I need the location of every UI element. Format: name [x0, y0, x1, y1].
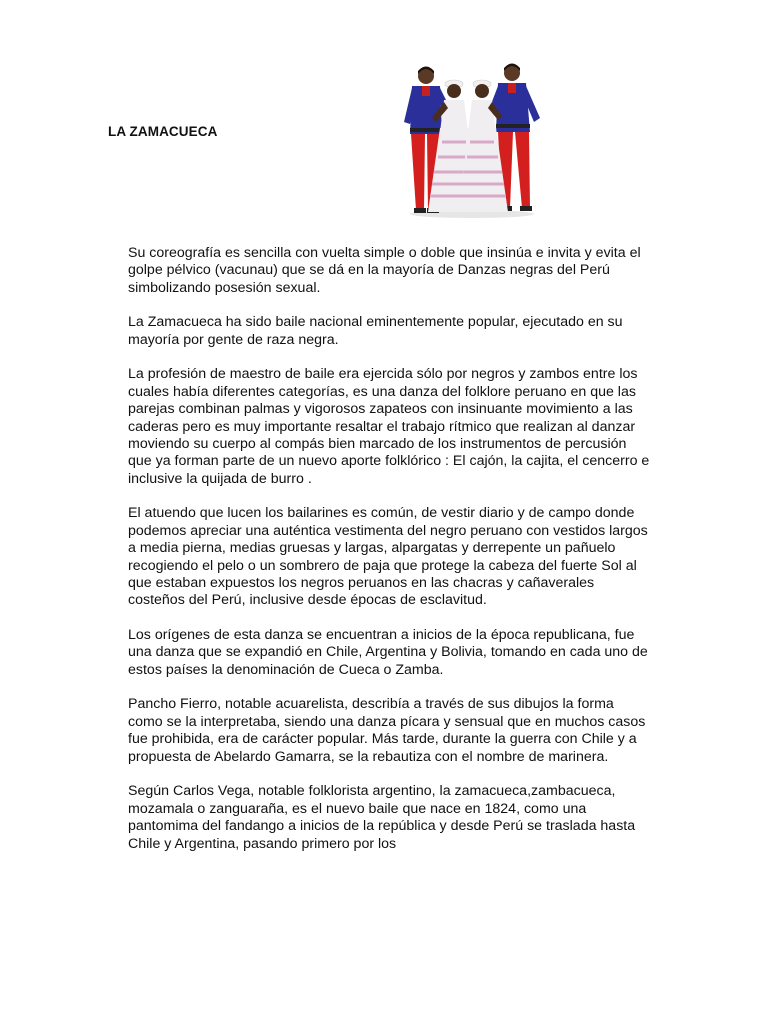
paragraph: Según Carlos Vega, notable folklorista argentino, la zamacueca,zambacueca, mozamala o zanguaraña, es el nuevo baile que nace en 1824, como una pantomima del fandango a inicios de la república y desde Perú se traslada hasta Chile y Argentina, pasando primero por los: [128, 783, 636, 852]
paragraph: La Zamacueca ha sido baile nacional eminentemente popular, ejecutado en su mayoría por gente de raza negra.: [128, 314, 623, 348]
paragraph: El atuendo que lucen los bailarines es común, de vestir diario y de campo donde podemos apreciar una auténtica vestimenta del negro peruano con vestidos largos a media pierna, medias gruesas y largas, alpargatas y derrepente un pañuelo recogiendo el pelo o un sombrero de paja que protege la cabeza del fuerte Sol al que estaban expuestos los negros peruanos en las chacras y cañaverales costeños del Perú, inclusive desde épocas de esclavitud.: [128, 505, 648, 609]
paragraph: Pancho Fierro, notable acuarelista, describía a través de sus dibujos la forma como se la interpretaba, siendo una danza pícara y sensual que en muchos casos fue prohibida, era de carácter popular. Más tarde, durante la guerra con Chile y a propuesta de Abelardo Gamarra, se la rebautiza con el nombre de marinera.: [128, 696, 646, 765]
document-title: LA ZAMACUECA: [108, 124, 218, 139]
dancers-photo: [398, 62, 546, 222]
document-body: [128, 245, 650, 870]
paragraph: Su coreografía es sencilla con vuelta simple o doble que insinúa e invita y evita el golpe pélvico (vacunau) que se dá en la mayoría de Danzas negras del Perú simbolizando posesión sexual.: [128, 245, 641, 296]
paragraph: La profesión de maestro de baile era ejercida sólo por negros y zambos entre los cuales había diferentes categorías, es una danza del folklore peruano en que las parejas combinan palmas y vigorosos zapateos con insinuante movimiento a las caderas pero es muy importante resaltar el trabajo rítmico que realizan al danzar moviendo su cuerpo al compás bien marcado de los instrumentos de percusión que ya forman parte de un nuevo aporte folklórico : El cajón, la cajita, el cencerro e inclusive la quijada de burro .: [128, 366, 650, 487]
dancers-photo-icon: [398, 62, 546, 222]
paragraph: Los orígenes de esta danza se encuentran a inicios de la época republicana, fue una danza que se expandió en Chile, Argentina y Bolivia, tomando en cada uno de estos países la denominación de Cueca o Zamba.: [128, 627, 648, 678]
